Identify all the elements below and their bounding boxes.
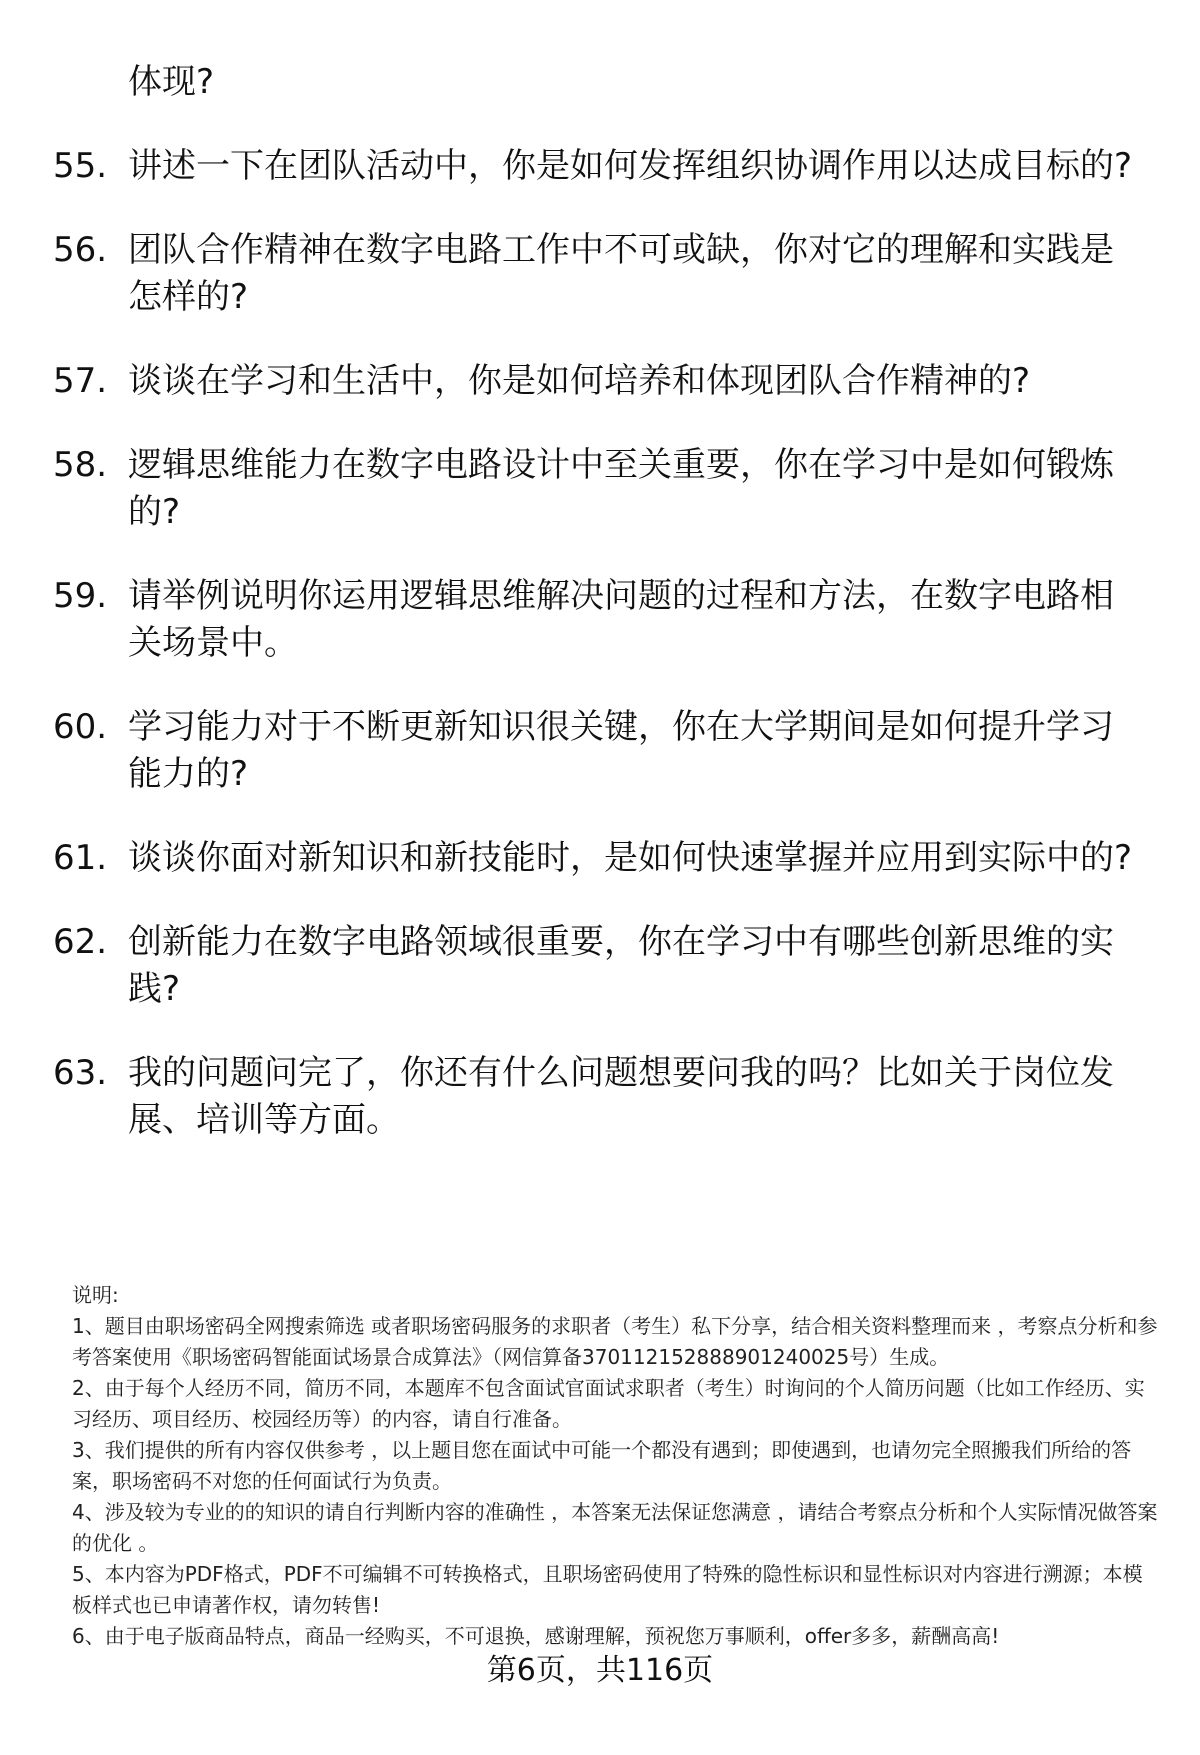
note-item: 2、由于每个人经历不同，简历不同，本题库不包含面试官面试求职者（考生）时询问的个人简历问题（比如工作经历、实习经历、项目经历、校园经历等）的内容，请自行准备。 xyxy=(72,1376,1145,1431)
question-text: 逻辑思维能力在数字电路设计中至关重要，你在学习中是如何锻炼的? xyxy=(128,445,1114,532)
question-item xyxy=(0,573,1200,667)
question-number: 61. xyxy=(53,838,108,878)
question-item xyxy=(0,919,1200,1013)
note-item: 3、我们提供的所有内容仅供参考 ，以上题目您在面试中可能一个都没有遇到；即使遇到，也请勿完全照搬我们所给的答案，职场密码不对您的任何面试行为负责。 xyxy=(72,1438,1132,1493)
continuation-text: 体现? xyxy=(128,62,215,102)
question-item xyxy=(0,1050,1200,1144)
question-text: 谈谈在学习和生活中，你是如何培养和体现团队合作精神的? xyxy=(128,361,1031,401)
question-text: 团队合作精神在数字电路工作中不可或缺，你对它的理解和实践是怎样的? xyxy=(128,230,1114,317)
note-item: 1、题目由职场密码全网搜索筛选 或者职场密码服务的求职者（考生）私下分享，结合相关资料整理而来 ，考察点分析和参考答案使用《职场密码智能面试场景合成算法》（网信算备370112152888901240025号）生成。 xyxy=(72,1314,1158,1369)
question-text: 请举例说明你运用逻辑思维解决问题的过程和方法，在数字电路相关场景中。 xyxy=(128,576,1114,663)
note-item: 5、本内容为PDF格式，PDF不可编辑不可转换格式，且职场密码使用了特殊的隐性标识和显性标识对内容进行溯源；本模板样式也已申请著作权，请勿转售! xyxy=(72,1562,1143,1617)
question-continuation xyxy=(0,59,1200,106)
note-item: 4、涉及较为专业的的知识的请自行判断内容的准确性 ，本答案无法保证您满意 ，请结合考察点分析和个人实际情况做答案的优化 。 xyxy=(72,1500,1158,1555)
question-item xyxy=(0,704,1200,798)
question-text: 谈谈你面对新知识和新技能时，是如何快速掌握并应用到实际中的? xyxy=(128,838,1133,878)
question-item xyxy=(0,835,1200,882)
question-number: 63. xyxy=(53,1053,108,1093)
question-list xyxy=(0,59,1200,1181)
question-text: 创新能力在数字电路领域很重要，你在学习中有哪些创新思维的实践? xyxy=(128,922,1114,1009)
question-item xyxy=(0,227,1200,321)
question-text: 我的问题问完了，你还有什么问题想要问我的吗？比如关于岗位发展、培训等方面。 xyxy=(128,1053,1114,1140)
question-number: 55. xyxy=(53,146,108,186)
question-item xyxy=(0,442,1200,536)
question-number: 62. xyxy=(53,922,108,962)
question-number: 60. xyxy=(53,707,108,747)
page-number: 第6页，共116页 xyxy=(486,1653,714,1688)
question-number: 58. xyxy=(53,445,108,485)
notes-section xyxy=(72,1280,1162,1652)
question-item xyxy=(0,143,1200,190)
question-text: 学习能力对于不断更新知识很关键，你在大学期间是如何提升学习能力的? xyxy=(128,707,1114,794)
note-item: 6、由于电子版商品特点，商品一经购买，不可退换，感谢理解，预祝您万事顺利，offer多多，薪酬高高! xyxy=(72,1624,1000,1648)
question-number: 57. xyxy=(53,361,108,401)
question-number: 56. xyxy=(53,230,108,270)
notes-title: 说明: xyxy=(72,1283,119,1307)
question-number: 59. xyxy=(53,576,108,616)
question-item xyxy=(0,358,1200,405)
question-text: 讲述一下在团队活动中，你是如何发挥组织协调作用以达成目标的? xyxy=(128,146,1133,186)
